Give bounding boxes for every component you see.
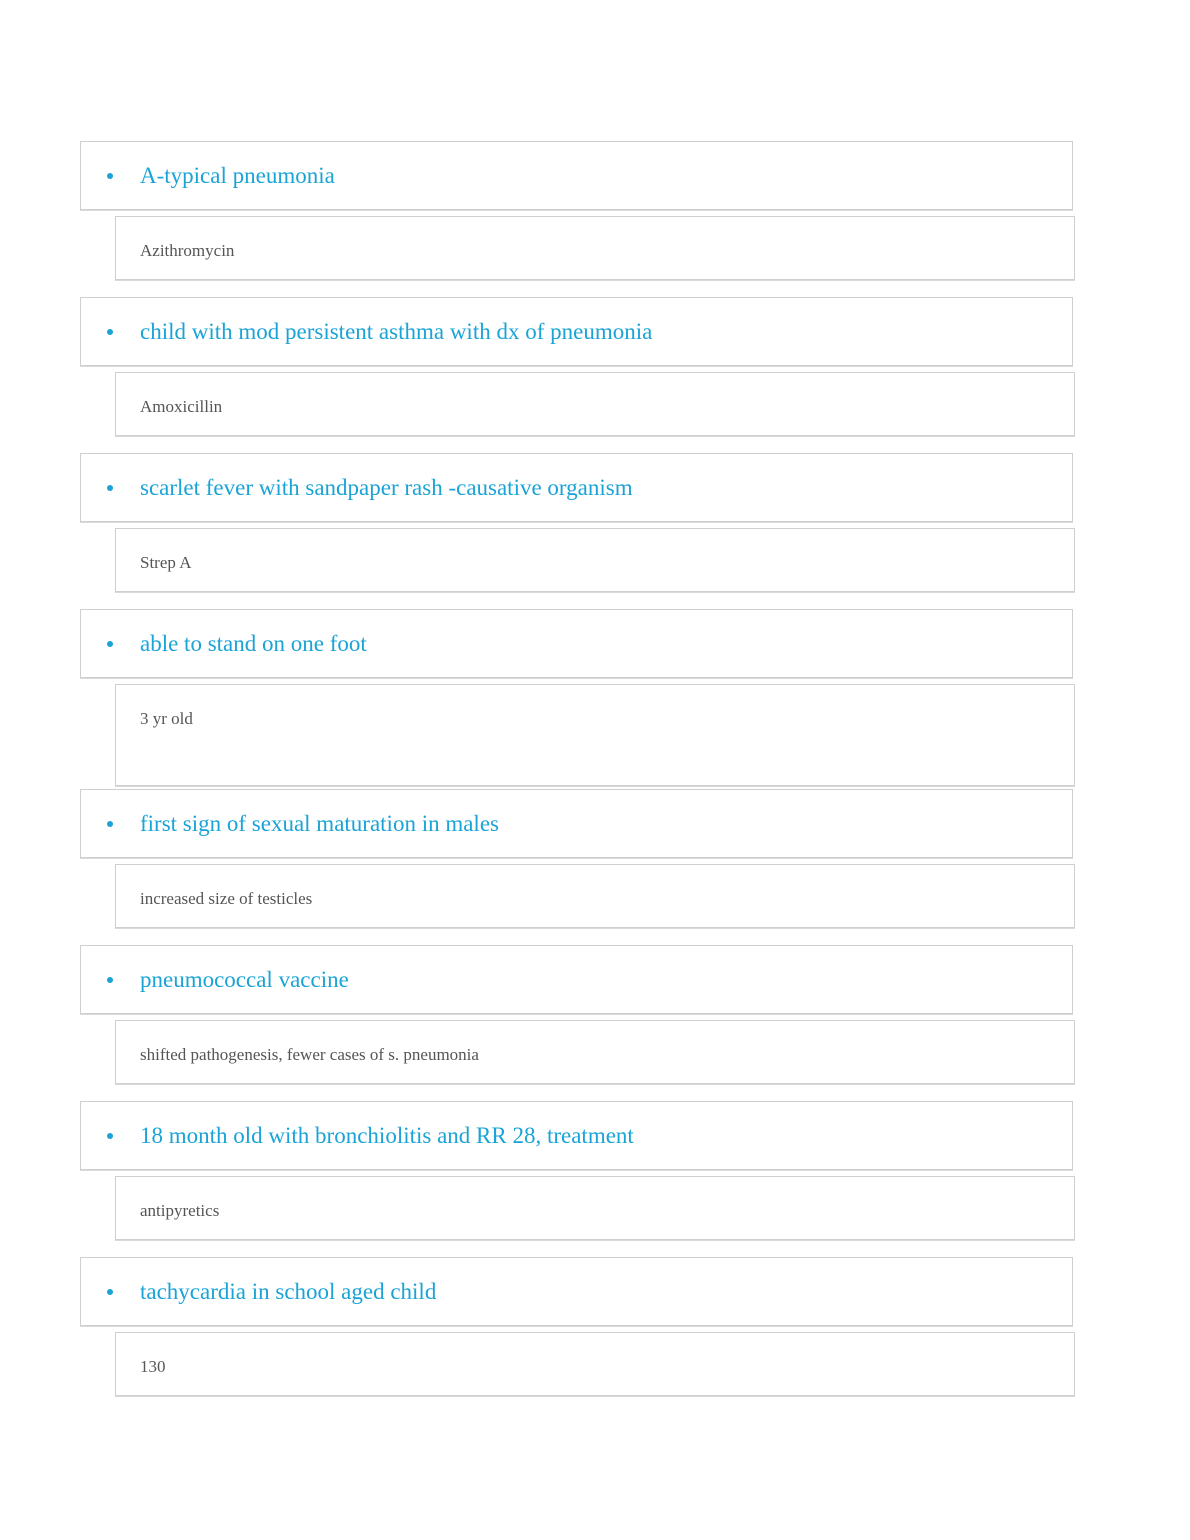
card-definition: shifted pathogenesis, fewer cases of s. pneumonia (140, 1045, 479, 1064)
card-term: child with mod persistent asthma with dx of pneumonia (140, 318, 653, 344)
bullet-icon (107, 641, 113, 647)
bullet-icon (107, 821, 113, 827)
card-term-box[interactable] (80, 945, 1073, 1014)
card-term: pneumococcal vaccine (140, 966, 349, 992)
card-term-box[interactable] (80, 1101, 1073, 1170)
card-term-box[interactable] (80, 789, 1073, 858)
card-definition-box (115, 864, 1075, 928)
card-term: A-typical pneumonia (140, 162, 335, 188)
card-term: first sign of sexual maturation in males (140, 810, 499, 836)
bullet-icon (107, 329, 113, 335)
card-definition: Azithromycin (140, 241, 235, 260)
bullet-icon (107, 173, 113, 179)
card-definition: 3 yr old (140, 709, 193, 728)
card-term: scarlet fever with sandpaper rash -causative organism (140, 474, 633, 500)
card-definition: Amoxicillin (140, 397, 223, 416)
card-term-box[interactable] (80, 453, 1073, 522)
card-definition-box (115, 1020, 1075, 1084)
bullet-icon (107, 485, 113, 491)
card-definition-box (115, 684, 1075, 786)
card-term: tachycardia in school aged child (140, 1278, 437, 1304)
card-term-box[interactable] (80, 141, 1073, 210)
card-definition: 130 (140, 1357, 166, 1376)
card-term: 18 month old with bronchiolitis and RR 28, treatment (140, 1122, 634, 1148)
card-definition-box (115, 372, 1075, 436)
bullet-icon (107, 977, 113, 983)
card-definition-box (115, 1176, 1075, 1240)
card-definition-box (115, 1332, 1075, 1396)
card-term: able to stand on one foot (140, 630, 367, 656)
card-term-box[interactable] (80, 609, 1073, 678)
card-definition-box (115, 216, 1075, 280)
card-term-box[interactable] (80, 297, 1073, 366)
bullet-icon (107, 1133, 113, 1139)
card-term-box[interactable] (80, 1257, 1073, 1326)
card-definition: Strep A (140, 553, 192, 572)
card-definition: increased size of testicles (140, 889, 313, 908)
card-definition-box (115, 528, 1075, 592)
bullet-icon (107, 1289, 113, 1295)
card-definition: antipyretics (140, 1201, 220, 1220)
